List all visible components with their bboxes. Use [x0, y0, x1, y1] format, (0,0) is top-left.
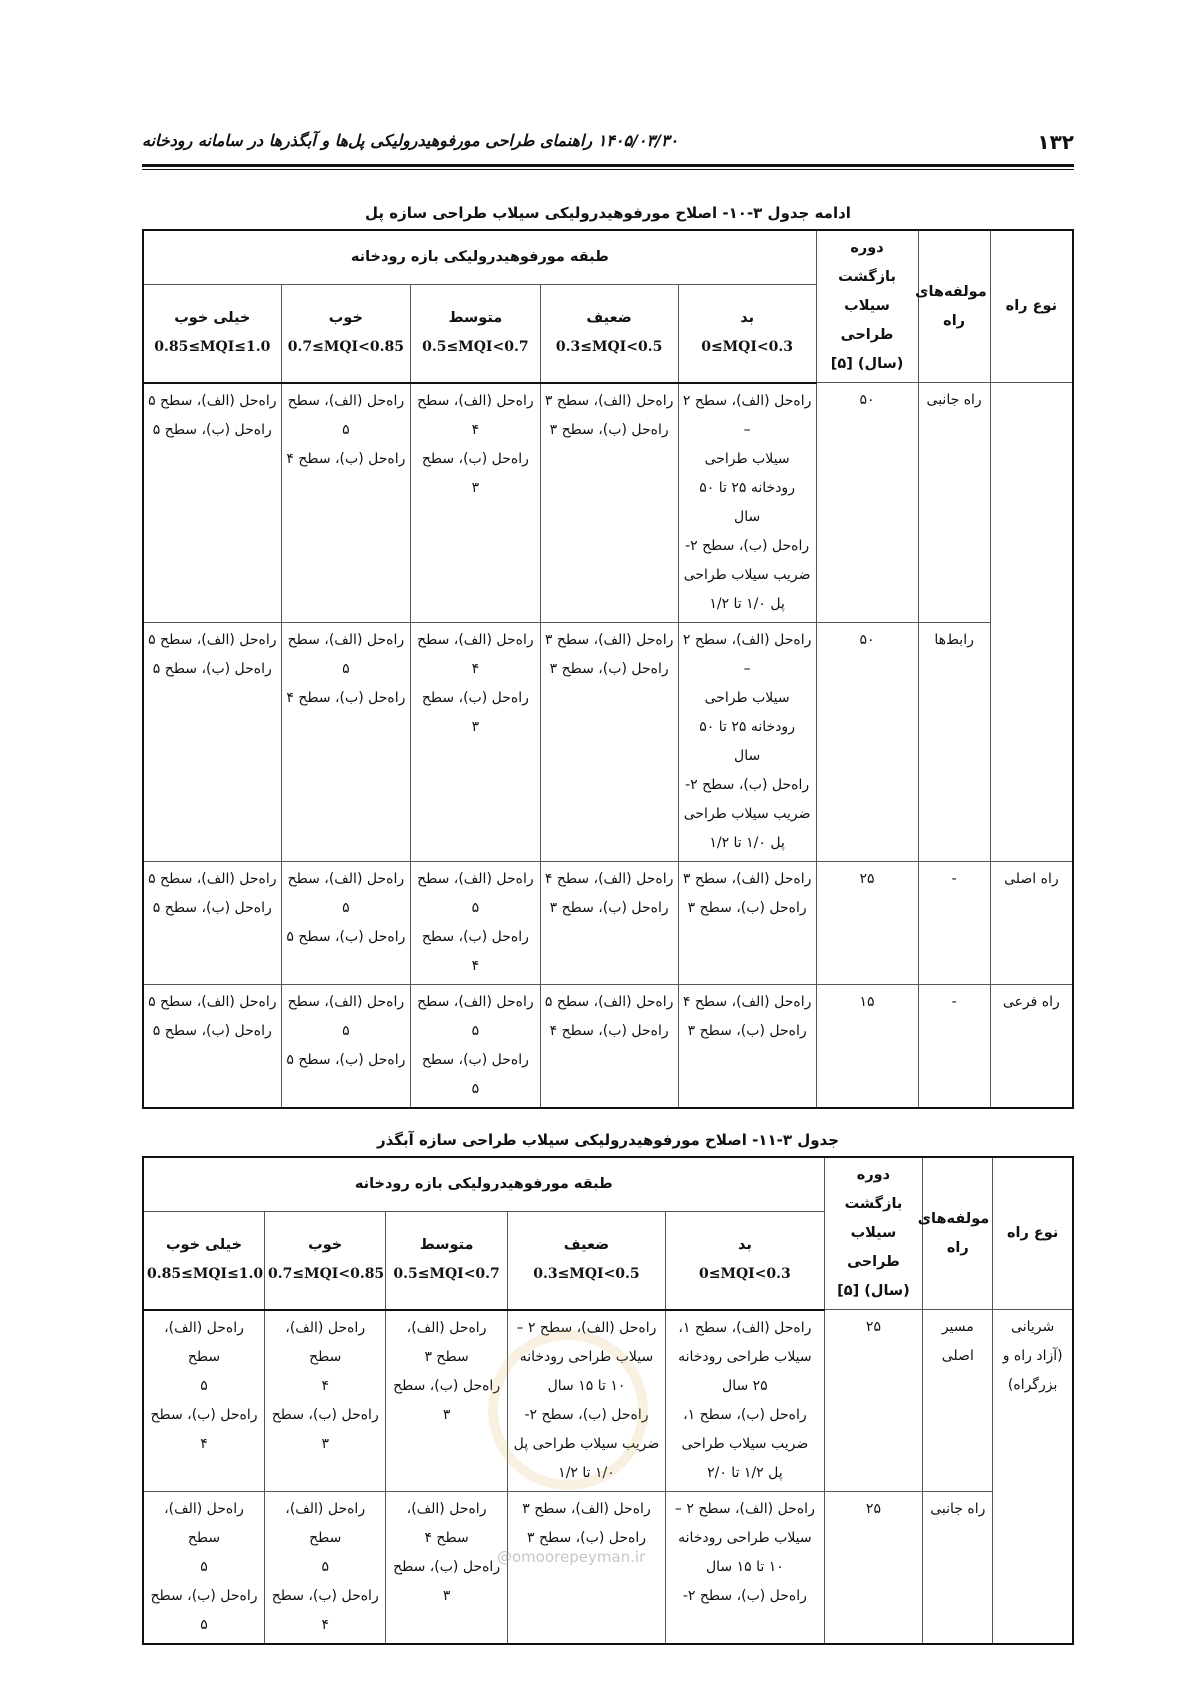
solution-cell: راه‌حل (الف)، سطح ۳ راه‌حل (ب)، سطح ۳ [507, 1491, 665, 1644]
header-morph-class: طبقه مورفوهیدرولیکی بازه رودخانه [143, 230, 816, 285]
header-rule-thin [142, 169, 1074, 170]
table2-caption: جدول ۳-۱۱- اصلاح مورفوهیدرولیکی سیلاب طراحی سازه آبگذر [376, 1131, 840, 1149]
header-class-weak: ضعیف 0.3≤MQI<0.5 [507, 1212, 665, 1310]
component-cell: راه جانبی [923, 1491, 993, 1644]
header-class-bad: بد 0≤MQI<0.3 [666, 1212, 824, 1310]
solution-cell: راه‌حل (الف)، سطح ۴ راه‌حل (ب)، سطح ۳ [411, 383, 541, 623]
solution-cell: راه‌حل (الف)، سطح ۳ راه‌حل (ب)، سطح ۳ [386, 1310, 507, 1492]
watermark-text: @omoorepeyman.ir [497, 1548, 646, 1566]
table-row [143, 861, 1073, 984]
solution-cell: راه‌حل (الف)، سطح ۲ – سیلاب طراحی رودخانه ۲۵ تا ۵۰ سال راه‌حل (ب)، سطح ۲- ضریب سیلاب طراحی پل ۱/۰ تا ۱/۲ [678, 622, 816, 861]
solution-cell: راه‌حل (الف)، سطح ۵ راه‌حل (ب)، سطح ۵ [143, 622, 281, 861]
solution-cell: راه‌حل (الف)، سطح ۵ راه‌حل (ب)، سطح ۵ [281, 861, 411, 984]
header-components: مولفه‌های راه [923, 1157, 993, 1310]
header-class-very-good: خیلی خوب 0.85≤MQI≤1.0 [143, 1212, 265, 1310]
component-cell: راه جانبی [918, 383, 990, 623]
solution-cell: راه‌حل (الف)، سطح ۵ راه‌حل (ب)، سطح ۵ [143, 861, 281, 984]
header-class-very-good: خیلی خوب 0.85≤MQI≤1.0 [143, 285, 281, 383]
header-class-bad: بد 0≤MQI<0.3 [678, 285, 816, 383]
header-class-weak: ضعیف 0.3≤MQI<0.5 [540, 285, 678, 383]
page-number: ۱۳۲ [1037, 130, 1074, 154]
period-cell: ۲۵ [816, 861, 918, 984]
solution-cell: راه‌حل (الف)، سطح ۵ راه‌حل (ب)، سطح ۵ [281, 984, 411, 1108]
solution-cell: راه‌حل (الف)، سطح ۲ – سیلاب طراحی رودخانه ۲۵ تا ۵۰ سال راه‌حل (ب)، سطح ۲- ضریب سیلاب طراحی پل ۱/۰ تا ۱/۲ [678, 383, 816, 623]
table-row [143, 1491, 1073, 1644]
solution-cell: راه‌حل (الف)، سطح ۳ راه‌حل (ب)، سطح ۳ [678, 861, 816, 984]
solution-cell: راه‌حل (الف)، سطح ۵ راه‌حل (ب)، سطح ۴ [143, 1310, 265, 1492]
road-type-cell: راه اصلی [990, 861, 1073, 984]
period-cell: ۱۵ [816, 984, 918, 1108]
header-components: مولفه‌های راه [918, 230, 990, 383]
solution-cell: راه‌حل (الف)، سطح ۴ راه‌حل (ب)، سطح ۳ [386, 1491, 507, 1644]
running-title: ۱۴۰۵/۰۳/۳۰ راهنمای طراحی مورفوهیدرولیکی پل‌ها و آبگذرها در سامانه رودخانه [142, 131, 679, 150]
road-type-cell: راه فرعی [990, 984, 1073, 1108]
period-cell: ۵۰ [816, 383, 918, 623]
solution-cell: راه‌حل (الف)، سطح ۲ – سیلاب طراحی رودخانه ۱۰ تا ۱۵ سال راه‌حل (ب)، سطح ۲- [666, 1491, 824, 1644]
header-return-period: دوره بازگشت سیلاب طراحی (سال) [۵] [816, 230, 918, 383]
solution-cell: راه‌حل (الف)، سطح ۵ راه‌حل (ب)، سطح ۴ [411, 861, 541, 984]
table2-culvert-flood-correction [142, 1156, 1074, 1645]
header-morph-class: طبقه مورفوهیدرولیکی بازه رودخانه [143, 1157, 824, 1212]
period-cell: ۲۵ [824, 1491, 923, 1644]
solution-cell: راه‌حل (الف)، سطح ۲ – سیلاب طراحی رودخانه ۱۰ تا ۱۵ سال راه‌حل (ب)، سطح ۲- ضریب سیلاب طراحی پل ۱/۰ تا ۱/۲ [507, 1310, 665, 1492]
solution-cell: راه‌حل (الف)، سطح ۴ راه‌حل (ب)، سطح ۳ [540, 861, 678, 984]
solution-cell: راه‌حل (الف)، سطح ۵ راه‌حل (ب)، سطح ۴ [540, 984, 678, 1108]
solution-cell: راه‌حل (الف)، سطح ۴ راه‌حل (ب)، سطح ۳ [265, 1310, 386, 1492]
solution-cell: راه‌حل (الف)، سطح ۴ راه‌حل (ب)، سطح ۳ [411, 622, 541, 861]
component-cell: - [918, 984, 990, 1108]
component-cell: رابط‌ها [918, 622, 990, 861]
table-row [143, 1310, 1073, 1492]
header-class-good: خوب 0.7≤MQI<0.85 [265, 1212, 386, 1310]
table1-caption: ادامه جدول ۳-۱۰- اصلاح مورفوهیدرولیکی سیلاب طراحی سازه پل [365, 204, 851, 222]
header-class-medium: متوسط 0.5≤MQI<0.7 [386, 1212, 507, 1310]
period-cell: ۵۰ [816, 622, 918, 861]
header-rule [142, 164, 1074, 167]
component-cell: مسیر اصلی [923, 1310, 993, 1492]
table-row [143, 622, 1073, 861]
road-type-cell [990, 383, 1073, 862]
solution-cell: راه‌حل (الف)، سطح ۵ راه‌حل (ب)، سطح ۴ [281, 622, 411, 861]
solution-cell: راه‌حل (الف)، سطح ۱، سیلاب طراحی رودخانه ۲۵ سال راه‌حل (ب)، سطح ۱، ضریب سیلاب طراحی پل ۱/۲ تا ۲/۰ [666, 1310, 824, 1492]
header-class-medium: متوسط 0.5≤MQI<0.7 [411, 285, 541, 383]
period-cell: ۲۵ [824, 1310, 923, 1492]
solution-cell: راه‌حل (الف)، سطح ۳ راه‌حل (ب)، سطح ۳ [540, 622, 678, 861]
header-class-good: خوب 0.7≤MQI<0.85 [281, 285, 411, 383]
solution-cell: راه‌حل (الف)، سطح ۵ راه‌حل (ب)، سطح ۵ [143, 383, 281, 623]
solution-cell: راه‌حل (الف)، سطح ۴ راه‌حل (ب)، سطح ۳ [678, 984, 816, 1108]
solution-cell: راه‌حل (الف)، سطح ۵ راه‌حل (ب)، سطح ۵ [143, 1491, 265, 1644]
header-road-type: نوع راه [990, 230, 1073, 383]
component-cell: - [918, 861, 990, 984]
header-return-period: دوره بازگشت سیلاب طراحی (سال) [۵] [824, 1157, 923, 1310]
table-row [143, 984, 1073, 1108]
road-group-cell: شریانی (آزاد راه و بزرگراه) [993, 1310, 1073, 1644]
solution-cell: راه‌حل (الف)، سطح ۵ راه‌حل (ب)، سطح ۴ [265, 1491, 386, 1644]
solution-cell: راه‌حل (الف)، سطح ۵ راه‌حل (ب)، سطح ۴ [281, 383, 411, 623]
solution-cell: راه‌حل (الف)، سطح ۵ راه‌حل (ب)، سطح ۵ [143, 984, 281, 1108]
solution-cell: راه‌حل (الف)، سطح ۵ راه‌حل (ب)، سطح ۵ [411, 984, 541, 1108]
table1-bridge-flood-correction [142, 229, 1074, 1109]
solution-cell: راه‌حل (الف)، سطح ۳ راه‌حل (ب)، سطح ۳ [540, 383, 678, 623]
header-road-type: نوع راه [993, 1157, 1073, 1310]
table-row [143, 383, 1073, 623]
